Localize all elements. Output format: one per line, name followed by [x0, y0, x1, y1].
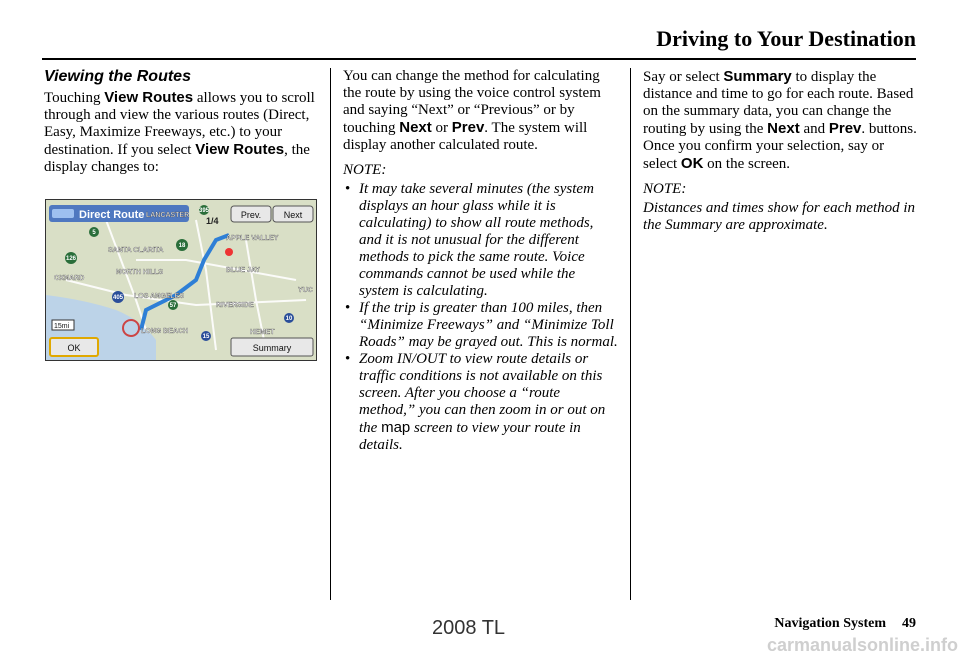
prev-term: Prev — [828, 120, 862, 137]
map-place-label: LOS ANGELES — [134, 293, 184, 300]
map-place-label: LONG BEACH — [141, 328, 189, 335]
svg-text:Summary: Summary — [252, 343, 292, 353]
route-screen-image — [45, 199, 317, 361]
map-place-label: RIVERSIDE — [216, 302, 254, 309]
note-item: • It may take several minutes (the system displays an hour glass while it is calculating) to show all route methods, and it is not unusual for the different methods to pick the same route. Voice commands cannot be used while the system is calculating. — [343, 181, 618, 300]
svg-text:OK: OK — [67, 343, 81, 353]
route-map — [46, 200, 316, 360]
map-place-label: OXNARD — [54, 275, 85, 282]
summary-button[interactable] — [231, 338, 313, 356]
map-place-label: APPLE VALLEY — [226, 235, 279, 242]
view-routes-term: View Routes — [195, 141, 285, 158]
column-divider — [330, 68, 331, 600]
column-middle — [343, 68, 618, 454]
ok-term: OK — [680, 155, 704, 172]
note-item: • Zoom IN/OUT to view route details or traffic conditions is not available on this screen. After you choose a “route method,” you can then zoom in or out on the map screen to view your route in details. — [343, 351, 618, 454]
header-rule — [42, 58, 916, 60]
svg-text:Prev.: Prev. — [240, 210, 262, 220]
route-method-label: Direct Route — [79, 209, 145, 221]
map-place-label: YUC — [298, 287, 313, 294]
map-place-label: HEMET — [250, 329, 275, 336]
highway-shield: 18 — [178, 243, 186, 249]
view-routes-term: View Routes — [104, 89, 194, 106]
note-item: • If the trip is greater than 100 miles, then “Minimize Freeways” and “Minimize Toll Roads” may be grayed out. This is normal. — [343, 300, 618, 351]
column-left — [44, 68, 316, 184]
site-watermark: carmanualsonline.info — [766, 635, 958, 655]
prev-term: Prev — [451, 119, 485, 136]
next-term: Next — [767, 120, 800, 137]
note-list — [343, 181, 618, 454]
highway-shield: 57 — [169, 303, 177, 309]
note-label: NOTE: — [643, 181, 687, 197]
summary-term: Summary — [723, 68, 792, 85]
page-number: 49 — [902, 616, 916, 631]
footer-section: Navigation System — [774, 616, 886, 631]
route-counter: 1/4 — [206, 216, 219, 226]
page-header-title: Driving to Your Destination — [656, 26, 916, 51]
map-place-label: BLUE JAY — [226, 267, 260, 274]
confirm-paragraph: Once you confirm your selection, say or select OK on the screen. — [643, 138, 885, 172]
svg-text:Next: Next — [283, 210, 303, 220]
next-term: Next — [399, 119, 432, 136]
map-place-label: SANTA CLARITA — [108, 247, 164, 254]
ok-button[interactable] — [50, 338, 98, 356]
highway-shield: 10 — [285, 316, 293, 322]
page-footer — [774, 616, 916, 632]
column-right — [643, 68, 921, 234]
highway-shield: 405 — [112, 295, 124, 301]
section-heading: Viewing the Routes — [44, 68, 191, 85]
map-place-label: LANCASTER — [146, 212, 190, 219]
column-divider — [630, 68, 631, 600]
prev-button[interactable] — [231, 206, 271, 222]
summary-paragraph: Say or select Summary to display the distance and time to go for each route. Based on the summary data, you can change the routing by using the Next and Prev. buttons. — [643, 68, 917, 137]
model-watermark: 2008 TL — [432, 617, 506, 639]
map-term: map — [381, 419, 411, 436]
highway-shield: 395 — [198, 208, 210, 214]
highway-shield: 5 — [92, 230, 96, 236]
method-paragraph: You can change the method for calculating the route by using the voice control system and saying “Next” or “Previous” or by touching Next or Prev. The system will display another calculated route. — [343, 68, 601, 153]
highway-shield: 126 — [65, 256, 77, 262]
next-button[interactable] — [273, 206, 313, 222]
note-text: Distances and times show for each method in the Summary are approximate. — [643, 200, 916, 233]
intro-paragraph: Touching View Routes allows you to scroll through and view the various routes (Direct, Easy, Maximize Freeways, etc.) to your destination. If you select View Routes, the display changes to: — [44, 89, 315, 175]
note-label: NOTE: — [343, 162, 387, 178]
highway-shield: 15 — [202, 334, 210, 340]
map-place-label: NORTH HILLS — [116, 269, 164, 276]
map-scale: 15mi — [54, 323, 70, 330]
